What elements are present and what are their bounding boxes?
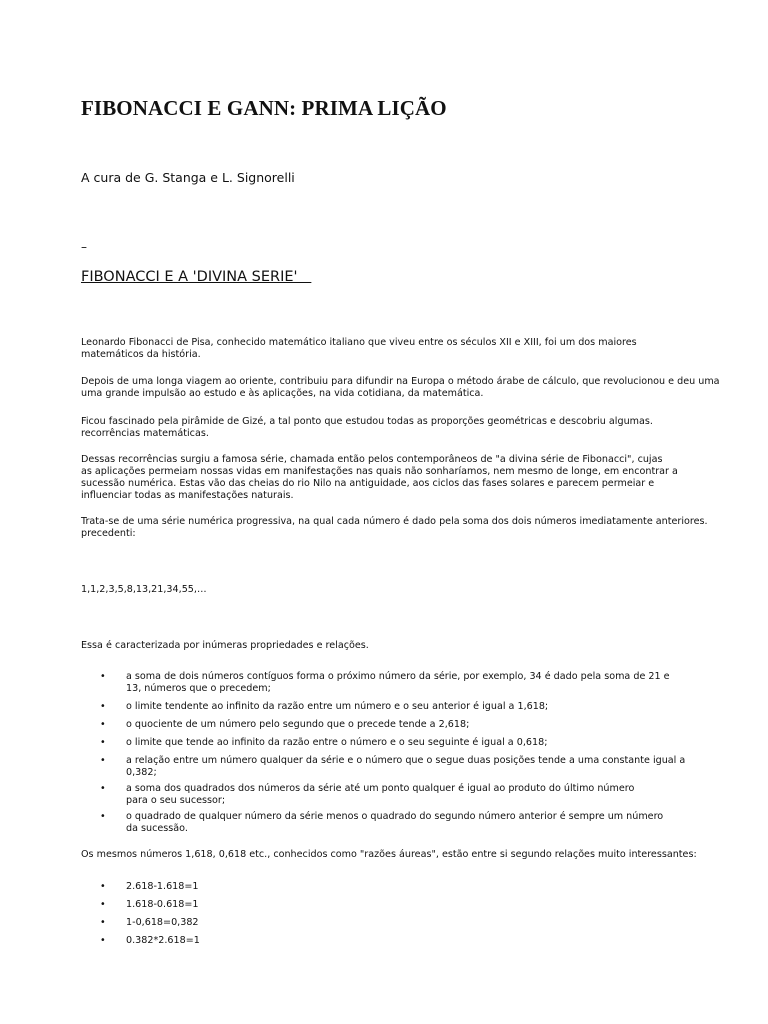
text-line: o quociente de um número pelo segundo que o precede tende a 2,618; xyxy=(126,719,470,730)
list-item xyxy=(100,719,720,731)
text-line: 0,382; xyxy=(126,767,157,778)
equation-text: 1-0,618=0,382 xyxy=(126,917,199,928)
paragraph-voyage xyxy=(81,376,731,400)
text-line: a soma de dois números contíguos forma o próximo número da série, por exemplo, 34 é dado pela soma de 21 e xyxy=(126,671,670,682)
text-line: para o seu sucessor; xyxy=(126,795,226,806)
bullet-icon: • xyxy=(100,755,106,766)
text-line: o limite que tende ao infinito da razão entre o número e o seu seguinte é igual a 0,618; xyxy=(126,737,548,748)
text-line: Os mesmos números 1,618, 0,618 etc., conhecidos como "razões áureas", estão entre si segundo relações muito interessantes: xyxy=(81,849,697,860)
list-item xyxy=(100,671,720,695)
text-line: da sucessão. xyxy=(126,823,188,834)
paragraph-definition xyxy=(81,516,731,540)
text-line: Trata-se de uma série numérica progressiva, na qual cada número é dado pela soma dos dois números imediatamente anteriores. xyxy=(81,516,708,527)
equations-list xyxy=(100,881,720,947)
bullet-icon: • xyxy=(100,935,106,946)
list-item xyxy=(100,881,720,893)
bullet-icon: • xyxy=(100,899,106,910)
list-item xyxy=(100,917,720,929)
list-item xyxy=(100,701,720,713)
text-line: o limite tendente ao infinito da razão entre um número e o seu anterior é igual a 1,618; xyxy=(126,701,549,712)
paragraph-divine-series xyxy=(81,454,731,502)
equation-text: 1.618-0.618=1 xyxy=(126,899,199,910)
text-line: uma grande impulsão ao estudo e às aplicações, na vida cotidiana, da matemática. xyxy=(81,388,484,399)
separator-dash: – xyxy=(81,240,87,254)
text-line: precedenti: xyxy=(81,528,136,539)
fibonacci-sequence: 1,1,2,3,5,8,13,21,34,55,… xyxy=(81,584,207,595)
bullet-icon: • xyxy=(100,783,106,794)
text-line: Depois de uma longa viagem ao oriente, contribuiu para difundir na Europa o método árabe de cálculo, que revolucionou e deu uma xyxy=(81,376,720,387)
bullet-icon: • xyxy=(100,737,106,748)
text-line: 13, números que o precedem; xyxy=(126,683,271,694)
authors-line: A cura de G. Stanga e L. Signorelli xyxy=(81,170,295,185)
text-line: Essa é caracterizada por inúmeras propriedades e relações. xyxy=(81,640,369,651)
properties-list xyxy=(100,671,720,835)
list-item xyxy=(100,899,720,911)
text-line: a relação entre um número qualquer da série e o número que o segue duas posições tende a uma constante igual a xyxy=(126,755,686,766)
text-line: o quadrado de qualquer número da série menos o quadrado do segundo número anterior é sempre um número xyxy=(126,811,664,822)
paragraph-pyramid xyxy=(81,416,731,440)
text-line: Ficou fascinado pela pirâmide de Gizé, a tal ponto que estudou todas as proporções geométricas e descobriu algumas. xyxy=(81,416,653,427)
bullet-icon: • xyxy=(100,811,106,822)
section-title: FIBONACCI E A 'DIVINA SERIE' xyxy=(81,269,312,285)
text-line: recorrências matemáticas. xyxy=(81,428,209,439)
equation-text: 0.382*2.618=1 xyxy=(126,935,200,946)
bullet-icon: • xyxy=(100,719,106,730)
text-line: Dessas recorrências surgiu a famosa série, chamada então pelos contemporâneos de "a divina série de Fibonacci", cujas xyxy=(81,454,663,465)
text-line: a soma dos quadrados dos números da série até um ponto qualquer é igual ao produto do último número xyxy=(126,783,635,794)
bullet-icon: • xyxy=(100,701,106,712)
text-line: influenciar todas as manifestações naturais. xyxy=(81,490,294,501)
list-item xyxy=(100,811,720,835)
equation-text: 2.618-1.618=1 xyxy=(126,881,199,892)
document-title: FIBONACCI E GANN: PRIMA LIÇÃO xyxy=(81,96,447,120)
text-line: Leonardo Fibonacci de Pisa, conhecido matemático italiano que viveu entre os séculos XII e XIII, foi um dos maiores xyxy=(81,337,637,348)
properties-intro xyxy=(81,640,731,652)
text-line: sucessão numérica. Estas vão das cheias do rio Nilo na antiguidade, aos ciclos das fases solares e parecem permeiar e xyxy=(81,478,655,489)
bullet-icon: • xyxy=(100,881,106,892)
ratios-intro xyxy=(81,849,731,861)
text-line: matemáticos da história. xyxy=(81,349,201,360)
list-item xyxy=(100,783,720,807)
list-item xyxy=(100,737,720,749)
paragraph-intro xyxy=(81,337,731,361)
bullet-icon: • xyxy=(100,917,106,928)
bullet-icon: • xyxy=(100,671,106,682)
list-item xyxy=(100,935,720,947)
list-item xyxy=(100,755,720,779)
text-line: as aplicações permeiam nossas vidas em manifestações nas quais não sonharíamos, nem mesmo de longe, em encontrar a xyxy=(81,466,678,477)
